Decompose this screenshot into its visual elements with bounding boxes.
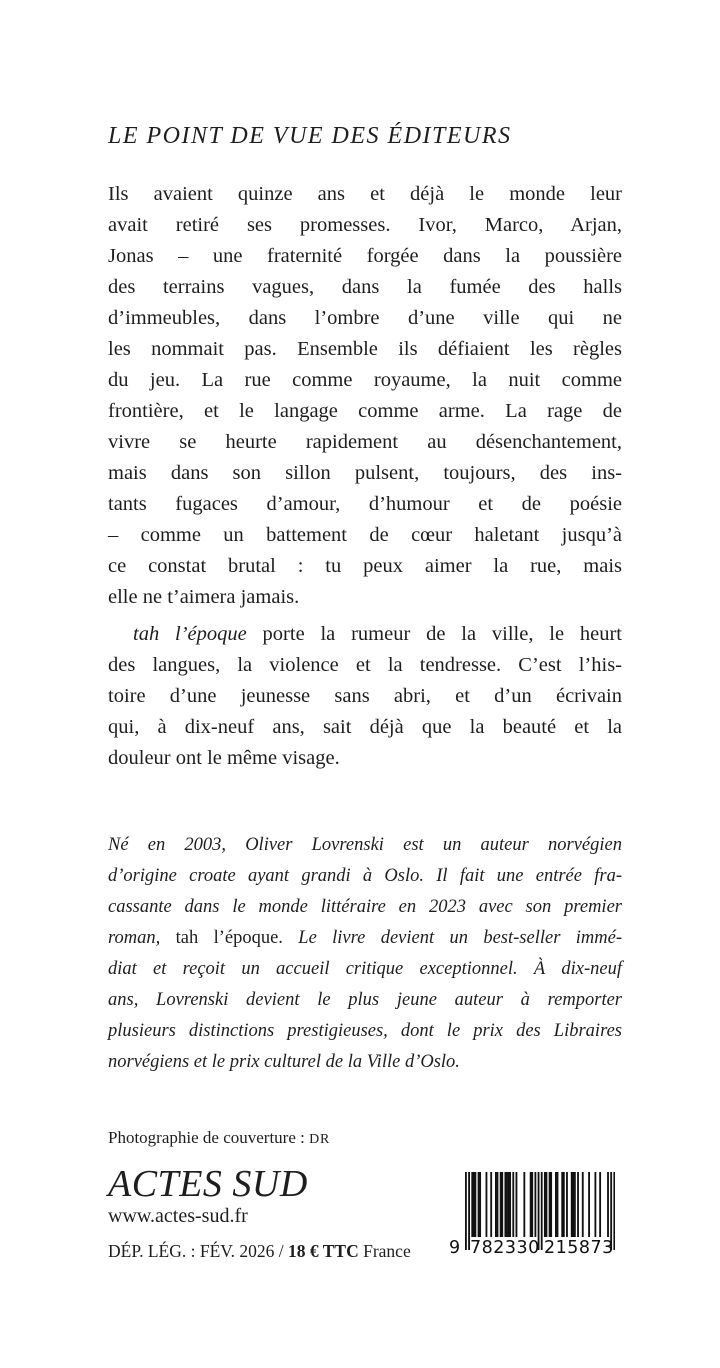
publisher-website: www.actes-sud.fr [108, 1205, 248, 1227]
ean13-barcode [449, 1172, 615, 1264]
text-line: d’origine croate ayant grandi à Oslo. Il fait une entrée fra- [108, 866, 622, 886]
text-line: toire d’une jeunesse sans abri, et d’un écrivain [108, 685, 622, 707]
text-line: d’immeubles, dans l’ombre d’une ville qui ne [108, 307, 622, 329]
bio-lines-after [108, 954, 622, 1078]
text-line: du jeu. La rue comme royaume, la nuit comme [108, 369, 622, 391]
barcode-digits-left: 782330 [470, 1238, 540, 1258]
credit-value: DR [309, 1132, 331, 1147]
synopsis-paragraph-2-rest [108, 650, 622, 774]
text-line [108, 619, 622, 650]
barcode-digits [449, 1238, 615, 1258]
price: 18 € TTC [288, 1241, 359, 1261]
text-line: douleur ont le même visage. [108, 747, 340, 769]
text-line: des langues, la violence et la tendresse. C’est l’his- [108, 654, 622, 676]
text-column [108, 0, 622, 1262]
text-line: diat et reçoit un accueil critique exceptionnel. À dix-neuf [108, 959, 622, 979]
barcode-digits-right: 215873 [544, 1238, 614, 1258]
text-line: norvégiens et le prix culturel de la Ville d’Oslo. [108, 1052, 460, 1072]
text-line: ans, Lovrenski devient le plus jeune auteur à remporter [108, 990, 622, 1010]
text-line: ce constat brutal : tu peux aimer la rue, mais [108, 555, 622, 577]
text-line: qui, à dix-neuf ans, sait déjà que la beauté et la [108, 716, 622, 738]
legal-suffix: France [358, 1241, 411, 1261]
text-line: les nommait pas. Ensemble ils défiaient les règles [108, 338, 622, 360]
text-segment: porte la rumeur de la ville, le heurt [246, 623, 622, 645]
text-line: frontière, et le langage comme arme. La rage de [108, 400, 622, 422]
text-line: mais dans son sillon pulsent, toujours, des ins- [108, 462, 622, 484]
publisher-logo: ACTES SUD [108, 1163, 308, 1205]
author-bio [108, 830, 622, 1078]
cover-photo-credit [108, 1128, 622, 1148]
legal-prefix: DÉP. LÉG. : FÉV. 2026 / [108, 1241, 289, 1261]
text-line: Jonas – une fraternité forgée dans la poussière [108, 245, 622, 267]
text-line: plusieurs distinctions prestigieuses, dont le prix des Libraires [108, 1021, 622, 1041]
text-segment: roman, [108, 928, 176, 948]
book-title-inline: tah l’époque. [175, 928, 299, 948]
book-title-inline: tah l’époque [133, 623, 247, 645]
credit-label: Photographie de couverture : [108, 1128, 310, 1147]
barcode-digit-first: 9 [449, 1238, 461, 1258]
text-segment: Le livre devient un best-seller immé- [298, 928, 622, 948]
page-title: LE POINT DE VUE DES ÉDITEURS [108, 123, 512, 149]
text-line: des terrains vagues, dans la fumée des halls [108, 276, 622, 298]
text-line: Né en 2003, Oliver Lovrenski est un auteur norvégien [108, 835, 622, 855]
synopsis [108, 179, 622, 774]
synopsis-paragraph-2 [108, 619, 622, 774]
text-line: – comme un battement de cœur haletant jusqu’à [108, 524, 622, 546]
synopsis-paragraph-1 [108, 179, 622, 613]
text-line: elle ne t’aimera jamais. [108, 586, 300, 608]
text-line: tants fugaces d’amour, d’humour et de poésie [108, 493, 622, 515]
text-line: avait retiré ses promesses. Ivor, Marco, Arjan, [108, 214, 622, 236]
text-line: cassante dans le monde littéraire en 2023 avec son premier [108, 897, 622, 917]
text-line [108, 923, 622, 954]
text-line: vivre se heurte rapidement au désenchantement, [108, 431, 622, 453]
bio-lines-before [108, 830, 622, 923]
text-line: Ils avaient quinze ans et déjà le monde leur [108, 183, 622, 205]
